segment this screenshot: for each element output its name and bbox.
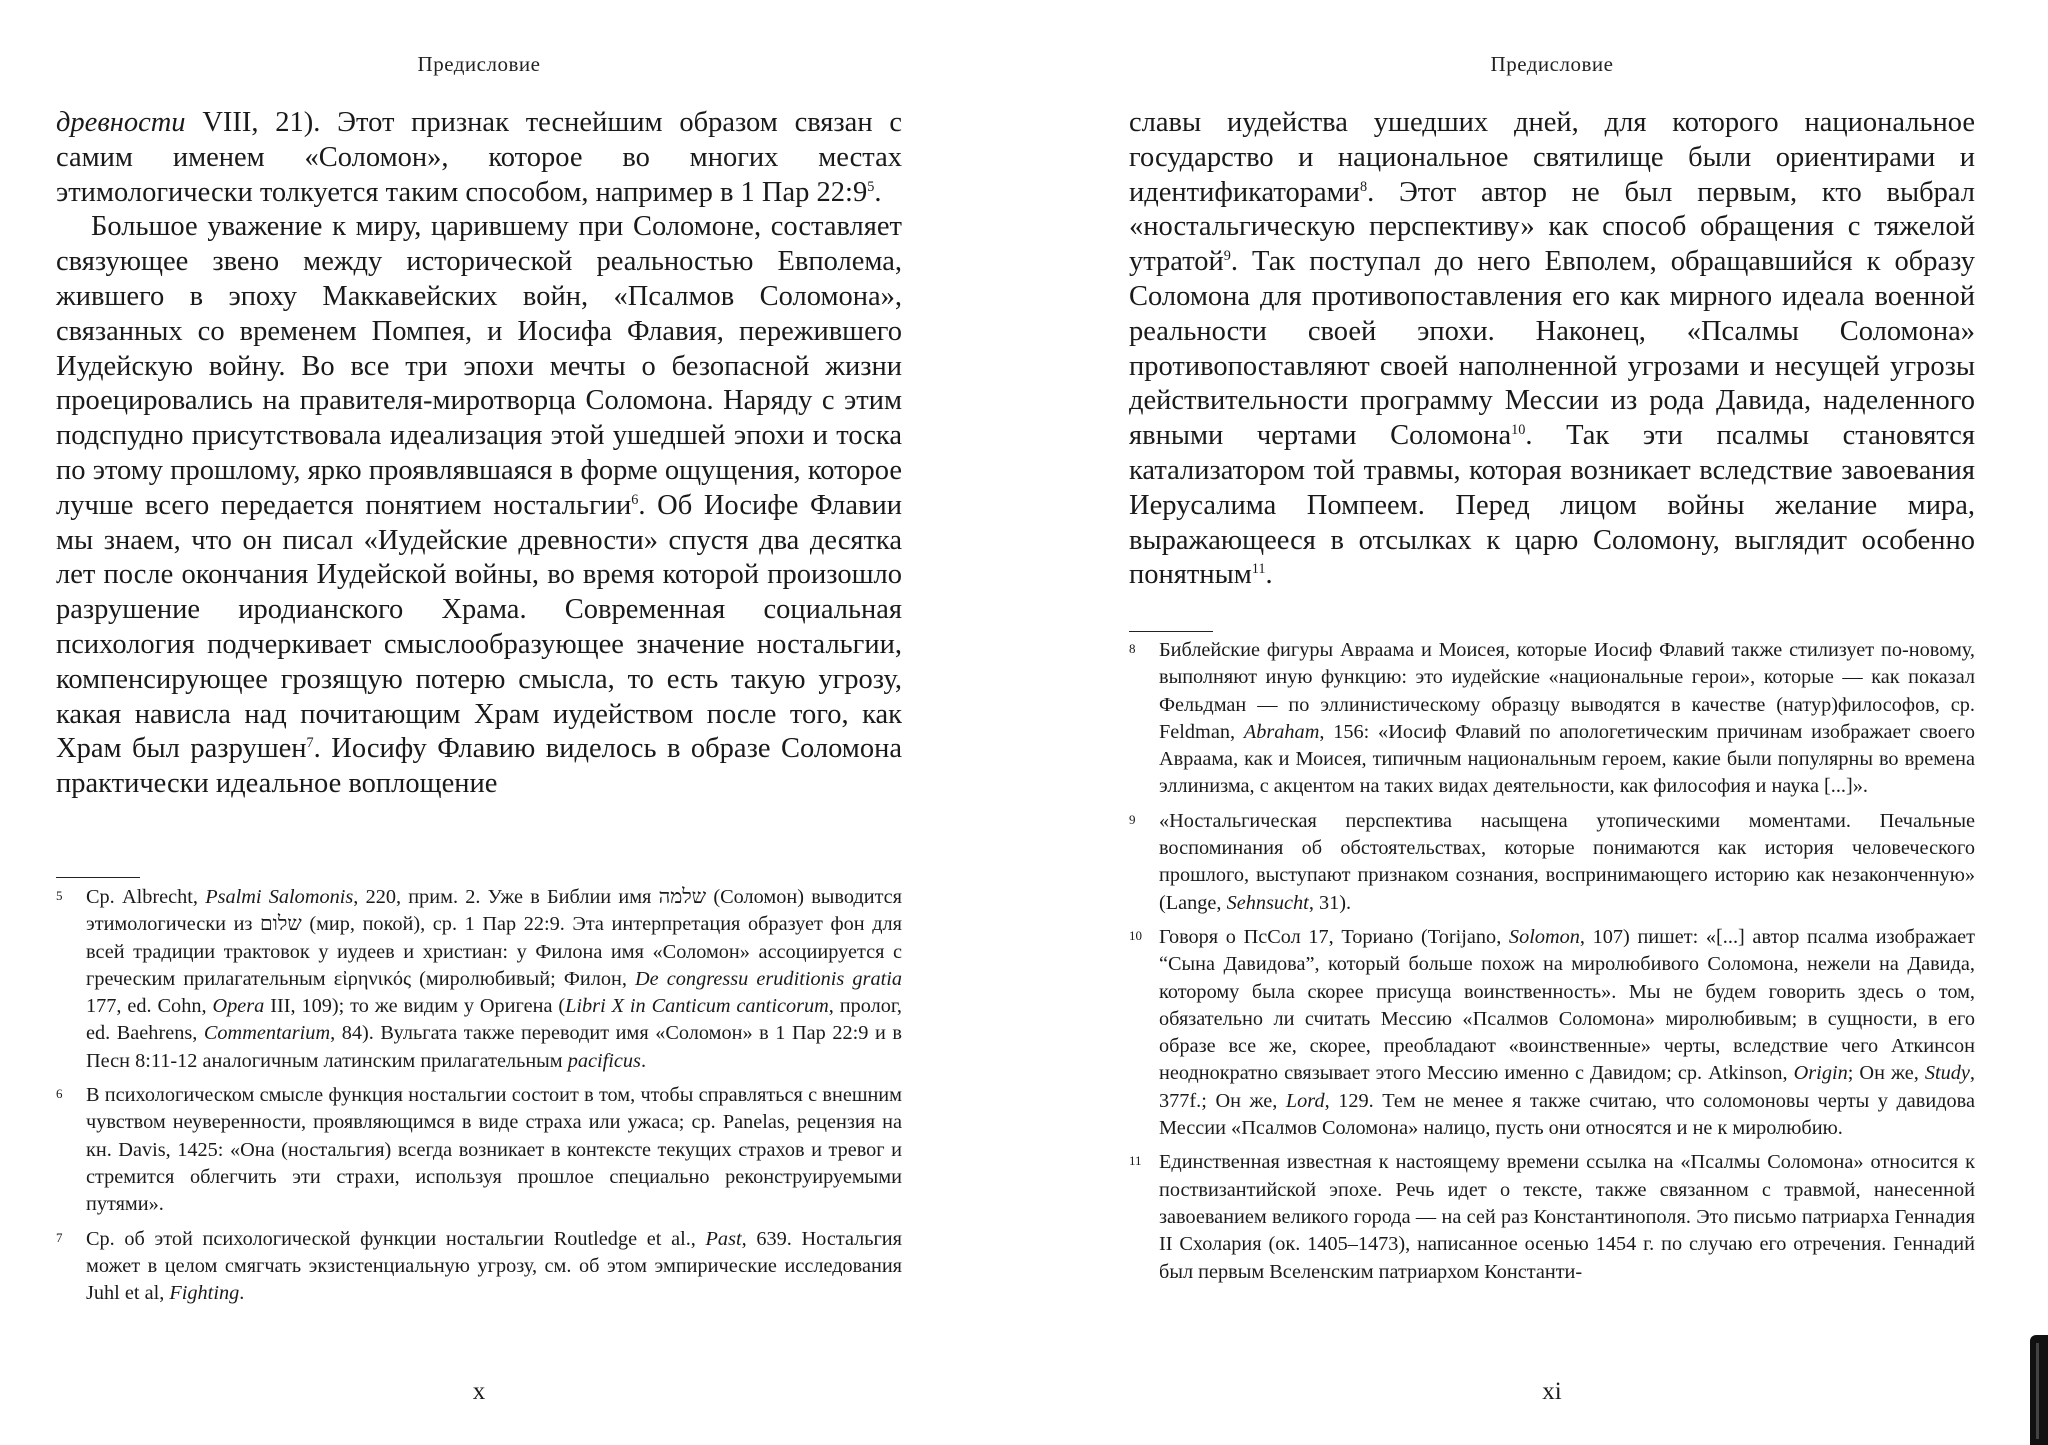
footnote-number: 7 — [56, 1229, 63, 1245]
right-page — [1129, 0, 1975, 1445]
footnote — [1129, 924, 1975, 1142]
footnote-number: 10 — [1129, 927, 1142, 943]
footnote-number: 6 — [56, 1086, 63, 1102]
footnote-text: В психологическом смысле функция ностальгии состоит в том, чтобы справляться с внешним чувством неуверенности, проявляющимся в виде страха или ужаса; ср. Panelas, рецензия на кн. Davis, 1425: «Она (ностальгия) всегда возникает в контексте текущих страхов и тревог и стремится облегчить эти страхи, используя прошлое специально реконструируемыми путями». — [86, 1084, 902, 1216]
footnote-number: 8 — [1129, 641, 1136, 656]
footnote-text: Ср. об этой психологической функции ностальгии Routledge et al., Past, 639. Ностальгия может в целом смягчать экзистенциальную угрозу, см. об этом эмпирические исследования Juhl et al, Fighting. — [86, 1227, 902, 1305]
footnote-text: Говоря о ПсСол 17, Ториано (Torijano, Solomon, 107) пишет: «[...] автор псалма изображает “Сына Давидова”, который больше похож на миролюбивого Соломона, нежели на Давида, которому была скорее присуща воинственность». Мы не будем говорить здесь о том, обязательно ли считать Мессию «Псалмов Соломона» миролюбивым; в сущности, в его образе все же, скорее, преобладают «воинственные» черты, вследствие чего Аткинсон неоднократно связывает этого Мессию именно с Давидом; ср. Atkinson, Origin; Он же, Study, 377f.; Он же, Lord, 129. Тем не менее я также считаю, что соломоновы черты у давидова Мессии «Псалмов Соломона» налицо, пусть они относятся и не к миролюбию. — [1159, 925, 1975, 1140]
paragraph: древности VIII, 21). Этот признак теснейшим образом связан с самим именем «Соломон», которое во многих местах этимологически толкуется таким способом, например в 1 Пар $22:9^5$. — [56, 107, 902, 208]
footnote-number: 9 — [1129, 811, 1136, 827]
footnote — [56, 884, 902, 1075]
paragraph: славы иудейства ушедших дней, для которого национальное государство и национальное святилище были ориентирами и идентификаторами$^8$. Этот автор не был первым, кто выбрал «ностальгическую перспективу» как способ обращения с тяжелой утратой$^9$. Так поступал до него Евполем, обращавшийся к образу Соломона для противопоставления его как мирного идеала военной реальности своей эпохи. Наконец, «Псалмы Соломона» противопоставляют своей наполненной угрозами и несущей угрозы действительности программу Мессии из рода Давида, наделенного явными чертами Соломона$^{10}$. Так эти псалмы становятся катализатором той травмы, которая возникает вследствие завоевания Иерусалима Помпеем. Перед лицом войны желание мира, выражающееся в отсылках к царю Соломону, выглядит особенно понятным$^{11}$. — [1129, 107, 1975, 591]
footnote — [56, 1226, 902, 1308]
page-number: x — [472, 1378, 486, 1405]
footnote-text: Библейские фигуры Авраама и Моисея, которые Иосиф Флавий также стилизует по-новому, выполняют иную функцию: это иудейские «национальные герои», которые — как показал Фельдман — по эллинистическому образцу выводятся в качестве (натур)философов, ср. Feldman, Abraham, 156: «Иосиф Флавий по апологетическим причинам изображает своего Авраама, как и Моисея, типичным национальным героем, какие были популярны во времена эллинизма, с акцентом на таких видах деятельности, как философия и наука [...]». — [1159, 639, 1975, 798]
running-head: Предисловие — [1490, 52, 1614, 76]
footnote-text: «Ностальгическая перспектива насыщена утопическими моментами. Печальные воспоминания об обстоятельствах, которые понимаются как история человеческого прошлого, выступают признаком сознания, воспринимающего историю как незаконченную» (Lange, Sehnsucht, 31). — [1159, 809, 1975, 914]
footnote-text: Единственная известная к настоящему времени ссылка на «Псалмы Соломона» относится к поствизантийской эпохе. Речь идет о тексте, также связанном с травмой, нанесенной завоеванием великого города — на сей раз Константинополя. Это письмо патриарха Геннадия II Схолария (ок. 1405–1473), написанное осенью 1454 г. по случаю его отречения. Геннадий был первым Вселенским патриархом Константи- — [1159, 1151, 1975, 1283]
footnote-separator — [56, 877, 140, 878]
footnote — [1129, 1149, 1975, 1285]
footnotes — [56, 884, 902, 1314]
footnote-separator — [1129, 631, 1213, 632]
paragraph: Большое уважение к миру, царившему при Соломоне, составляет связующее звено между исторической реальностью Евполема, жившего в эпоху Маккавейских войн, «Псалмов Соломона», связанных со временем Помпея, и Иосифа Флавия, пережившего Иудейскую войну. Во все три эпохи мечты о безопасной жизни проецировались на правителя-миротворца Соломона. Наряду с этим подспудно присутствовала идеализация этой ушедшей эпохи и тоска по этому прошлому, ярко проявлявшаяся в форме ощущения, которое лучше всего передается понятием ностальгии$^6$. Об Иосифе Флавии мы знаем, что он писал «Иудейские древности» спустя два десятка лет после окончания Иудейской войны, во время которой произошло разрушение иродианского Храма. Современная социальная психология подчеркивает смыслообразующее значение ностальгии, компенсирующее грозящую потерю смысла, то есть такую угрозу, какая нависла над почитающим Храм иудейством после того, как Храм был разрушен$^7$. Иосифу Флавию виделось в образе Соломона практически идеальное воплощение — [56, 211, 902, 800]
footnote — [1129, 637, 1975, 801]
footnotes — [1129, 637, 1975, 1293]
page-number: xi — [1542, 1378, 1562, 1405]
left-page — [56, 0, 902, 1445]
footnote-number: 5 — [56, 888, 63, 903]
main-text — [56, 106, 902, 802]
footnote-text: Ср. Albrecht, Psalmi Salomonis, 220, прим. 2. Уже в Библии имя שלמה (Соломон) выводится этимологически из שלום (мир, покой), ср. 1 Пар 22:9. Эта интерпретация образует фон для всей традиции трактовок у иудеев и христиан: у Филона имя «Соломон» ассоциируется с греческим прилагательным εἰρηνικός (миролюбивый; Филон, De congressu eruditionis gratia 177, ed. Cohn, Opera III, 109); то же видим у Оригена (Libri X in Canticum canticorum, пролог, ed. Baehrens, Commentarium, 84). Вульгата также переводит имя «Соломон» в 1 Пар 22:9 и в Песн 8:11-12 аналогичным латинским прилагательным pacificus. — [86, 886, 903, 1072]
main-text — [1129, 106, 1975, 593]
footnote-number: 11 — [1129, 1153, 1142, 1169]
footnote — [56, 1082, 902, 1218]
footnote — [1129, 808, 1975, 917]
device-edge — [2030, 1335, 2048, 1445]
running-head: Предисловие — [417, 52, 541, 76]
